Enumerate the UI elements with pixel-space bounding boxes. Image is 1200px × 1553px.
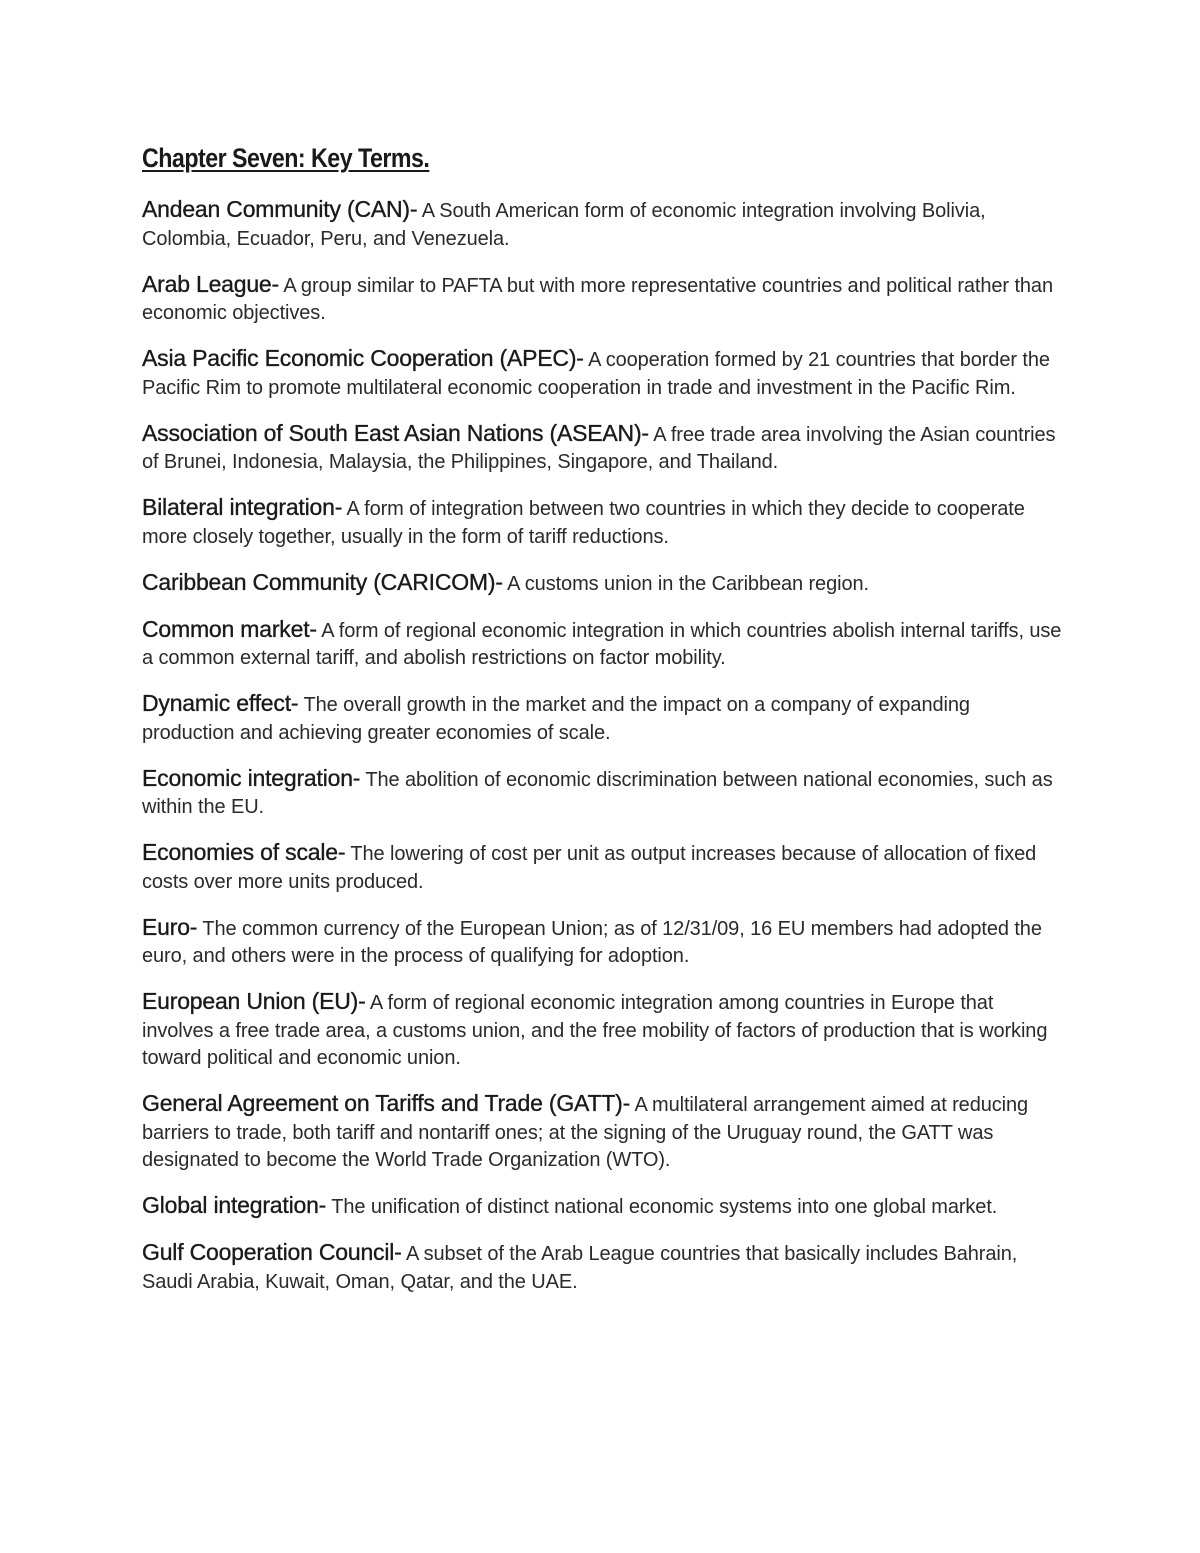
term-name: Association of South East Asian Nations (ASEAN)- bbox=[142, 419, 649, 446]
term-definition: The overall growth in the market and the impact on a company of expanding production and achieving greater economies of scale. bbox=[142, 694, 970, 744]
term-entry bbox=[142, 616, 1062, 673]
term-entry bbox=[142, 494, 1062, 551]
term-entry bbox=[142, 271, 1062, 328]
term-definition: The abolition of economic discrimination between national economies, such as within the EU. bbox=[142, 768, 1053, 818]
term-definition: The common currency of the European Union; as of 12/31/09, 16 EU members had adopted the euro, and others were in the process of qualifying for adoption. bbox=[142, 917, 1042, 967]
term-name: Caribbean Community (CARICOM)- bbox=[142, 568, 503, 595]
term-entry bbox=[142, 690, 1062, 747]
term-definition: A form of regional economic integration among countries in Europe that involves a free trade area, a customs union, and the free mobility of factors of production that is working toward political and economic union. bbox=[142, 992, 1048, 1069]
term-definition: A cooperation formed by 21 countries that border the Pacific Rim to promote multilateral economic cooperation in trade and investment in the Pacific Rim. bbox=[142, 349, 1050, 399]
term-entry bbox=[142, 1192, 1062, 1222]
term-name: Bilateral integration- bbox=[142, 494, 343, 520]
term-definition: The unification of distinct national economic systems into one global market. bbox=[331, 1196, 998, 1218]
document-page bbox=[142, 138, 1062, 1314]
term-entry bbox=[142, 569, 1062, 599]
term-definition: The lowering of cost per unit as output increases because of allocation of fixed costs over more units produced. bbox=[142, 843, 1037, 893]
term-name: Gulf Cooperation Council- bbox=[142, 1239, 402, 1265]
term-entry bbox=[142, 914, 1062, 971]
term-name: General Agreement on Tariffs and Trade (GATT)- bbox=[142, 1090, 631, 1116]
term-definition: A free trade area involving the Asian countries of Brunei, Indonesia, Malaysia, the Philippines, Singapore, and Thailand. bbox=[142, 423, 1056, 473]
term-name: Arab League- bbox=[142, 270, 279, 297]
term-name: Economic integration- bbox=[142, 764, 361, 791]
term-definition: A form of regional economic integration in which countries abolish internal tariffs, use a common external tariff, and abolish restrictions on factor mobility. bbox=[142, 619, 1062, 669]
page-title: Chapter Seven: Key Terms. bbox=[142, 143, 430, 173]
term-definition: A subset of the Arab League countries that basically includes Bahrain, Saudi Arabia, Kuwait, Oman, Qatar, and the UAE. bbox=[142, 1243, 1018, 1293]
term-definition: A group similar to PAFTA but with more representative countries and political rather than economic objectives. bbox=[142, 274, 1053, 324]
term-entry bbox=[142, 839, 1062, 896]
term-entry bbox=[142, 196, 1062, 253]
term-definition: A South American form of economic integration involving Bolivia, Colombia, Ecuador, Peru, and Venezuela. bbox=[142, 200, 986, 250]
term-name: Economies of scale- bbox=[142, 839, 346, 865]
term-entry bbox=[142, 988, 1062, 1073]
term-name: Asia Pacific Economic Cooperation (APEC)- bbox=[142, 345, 584, 371]
term-entry bbox=[142, 420, 1062, 477]
term-definition: A form of integration between two countries in which they decide to cooperate more closely together, usually in the form of tariff reductions. bbox=[142, 498, 1025, 548]
term-name: European Union (EU)- bbox=[142, 988, 366, 1014]
term-definition: A customs union in the Caribbean region. bbox=[507, 572, 869, 595]
term-name: Dynamic effect- bbox=[142, 690, 299, 716]
term-definition: A multilateral arrangement aimed at reducing barriers to trade, both tariff and nontariff ones; at the signing of the Uruguay round, the GATT was designated to become the World Trade Organization (WTO). bbox=[142, 1094, 1029, 1171]
term-name: Andean Community (CAN)- bbox=[142, 196, 418, 222]
term-name: Euro- bbox=[142, 913, 198, 940]
key-terms-list bbox=[142, 196, 1062, 1296]
term-entry bbox=[142, 765, 1062, 822]
term-name: Common market- bbox=[142, 615, 317, 642]
term-entry bbox=[142, 1090, 1062, 1175]
term-name: Global integration- bbox=[142, 1192, 327, 1218]
term-entry bbox=[142, 345, 1062, 402]
term-entry bbox=[142, 1239, 1062, 1296]
